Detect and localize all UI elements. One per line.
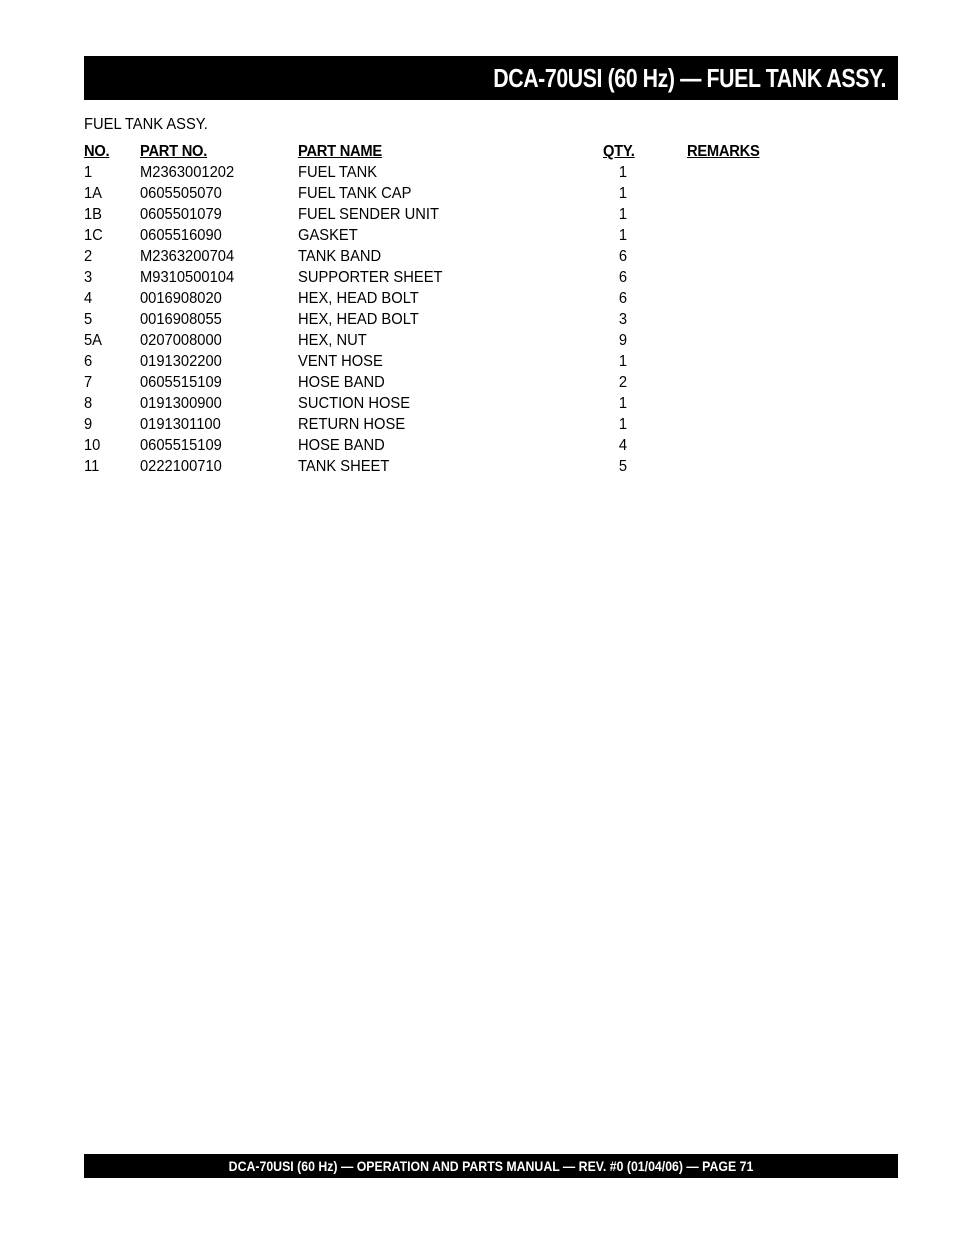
cell-part-name: HEX, NUT: [298, 332, 367, 349]
table-body: [84, 162, 804, 477]
cell-qty: 6: [618, 290, 628, 307]
table-row: [84, 351, 804, 372]
cell-part-name: HOSE BAND: [298, 437, 385, 454]
cell-part-no: 0605501079: [140, 206, 222, 223]
cell-part-name: FUEL SENDER UNIT: [298, 206, 439, 223]
cell-part-name: TANK SHEET: [298, 458, 390, 475]
cell-part-no: 0016908055: [140, 311, 222, 328]
cell-qty: 5: [618, 458, 628, 475]
column-header-part-no: PART NO.: [140, 143, 208, 160]
cell-part-name: FUEL TANK: [298, 164, 378, 181]
column-header-no: NO.: [84, 143, 110, 160]
table-row: [84, 246, 804, 267]
cell-qty: 3: [618, 311, 628, 328]
cell-qty: 1: [618, 227, 628, 244]
cell-part-name: HOSE BAND: [298, 374, 385, 391]
cell-no: 5A: [84, 332, 103, 349]
table-row: [84, 162, 804, 183]
cell-part-no: 0016908020: [140, 290, 222, 307]
cell-no: 1: [84, 164, 93, 181]
cell-part-name: VENT HOSE: [298, 353, 383, 370]
cell-qty: 4: [618, 437, 628, 454]
cell-part-no: 0605505070: [140, 185, 222, 202]
table-row: [84, 225, 804, 246]
cell-no: 6: [84, 353, 93, 370]
section-title: FUEL TANK ASSY.: [84, 116, 208, 133]
cell-part-name: HEX, HEAD BOLT: [298, 290, 419, 307]
cell-qty: 1: [618, 164, 628, 181]
table-row: [84, 183, 804, 204]
cell-no: 1B: [84, 206, 103, 223]
page-footer-text: DCA-70USI (60 Hz) — OPERATION AND PARTS MANUAL — REV. #0 (01/04/06) — PAGE 71: [228, 1158, 754, 1174]
cell-part-no: 0191302200: [140, 353, 222, 370]
cell-part-name: FUEL TANK CAP: [298, 185, 412, 202]
cell-qty: 1: [618, 416, 628, 433]
table-row: [84, 372, 804, 393]
cell-no: 1C: [84, 227, 103, 244]
cell-qty: 1: [618, 353, 628, 370]
cell-no: 1A: [84, 185, 103, 202]
table-row: [84, 393, 804, 414]
cell-no: 11: [84, 458, 100, 475]
cell-part-no: 0207008000: [140, 332, 222, 349]
cell-qty: 1: [618, 395, 628, 412]
cell-part-name: SUCTION HOSE: [298, 395, 411, 412]
cell-qty: 1: [618, 185, 628, 202]
table-header-row: [84, 141, 804, 162]
cell-part-name: TANK BAND: [298, 248, 382, 265]
table-row: [84, 309, 804, 330]
cell-qty: 6: [618, 269, 628, 286]
cell-qty: 9: [618, 332, 628, 349]
cell-part-no: 0605516090: [140, 227, 222, 244]
column-header-qty: QTY.: [603, 143, 635, 160]
cell-part-name: HEX, HEAD BOLT: [298, 311, 419, 328]
table-row: [84, 414, 804, 435]
cell-no: 9: [84, 416, 93, 433]
page-title: DCA-70USI (60 Hz) — FUEL TANK ASSY.: [493, 63, 886, 93]
cell-part-no: M2363001202: [140, 164, 235, 181]
cell-no: 8: [84, 395, 93, 412]
cell-part-no: 0605515109: [140, 374, 222, 391]
page-header-bar: [84, 56, 898, 100]
cell-part-no: M2363200704: [140, 248, 235, 265]
parts-table: [84, 141, 804, 477]
cell-part-name: GASKET: [298, 227, 358, 244]
column-header-remarks: REMARKS: [687, 143, 760, 160]
cell-part-no: 0191301100: [140, 416, 221, 433]
cell-part-no: M9310500104: [140, 269, 235, 286]
table-row: [84, 435, 804, 456]
table-row: [84, 204, 804, 225]
cell-no: 2: [84, 248, 93, 265]
page-footer-bar: [84, 1154, 898, 1178]
cell-no: 5: [84, 311, 93, 328]
cell-part-name: RETURN HOSE: [298, 416, 406, 433]
cell-no: 3: [84, 269, 93, 286]
cell-qty: 6: [618, 248, 628, 265]
cell-part-no: 0191300900: [140, 395, 222, 412]
table-row: [84, 456, 804, 477]
table-row: [84, 330, 804, 351]
cell-part-no: 0222100710: [140, 458, 222, 475]
cell-no: 10: [84, 437, 101, 454]
cell-qty: 2: [618, 374, 628, 391]
cell-no: 4: [84, 290, 93, 307]
cell-no: 7: [84, 374, 93, 391]
cell-part-no: 0605515109: [140, 437, 222, 454]
column-header-part-name: PART NAME: [298, 143, 382, 160]
table-row: [84, 288, 804, 309]
cell-part-name: SUPPORTER SHEET: [298, 269, 443, 286]
table-row: [84, 267, 804, 288]
cell-qty: 1: [618, 206, 628, 223]
